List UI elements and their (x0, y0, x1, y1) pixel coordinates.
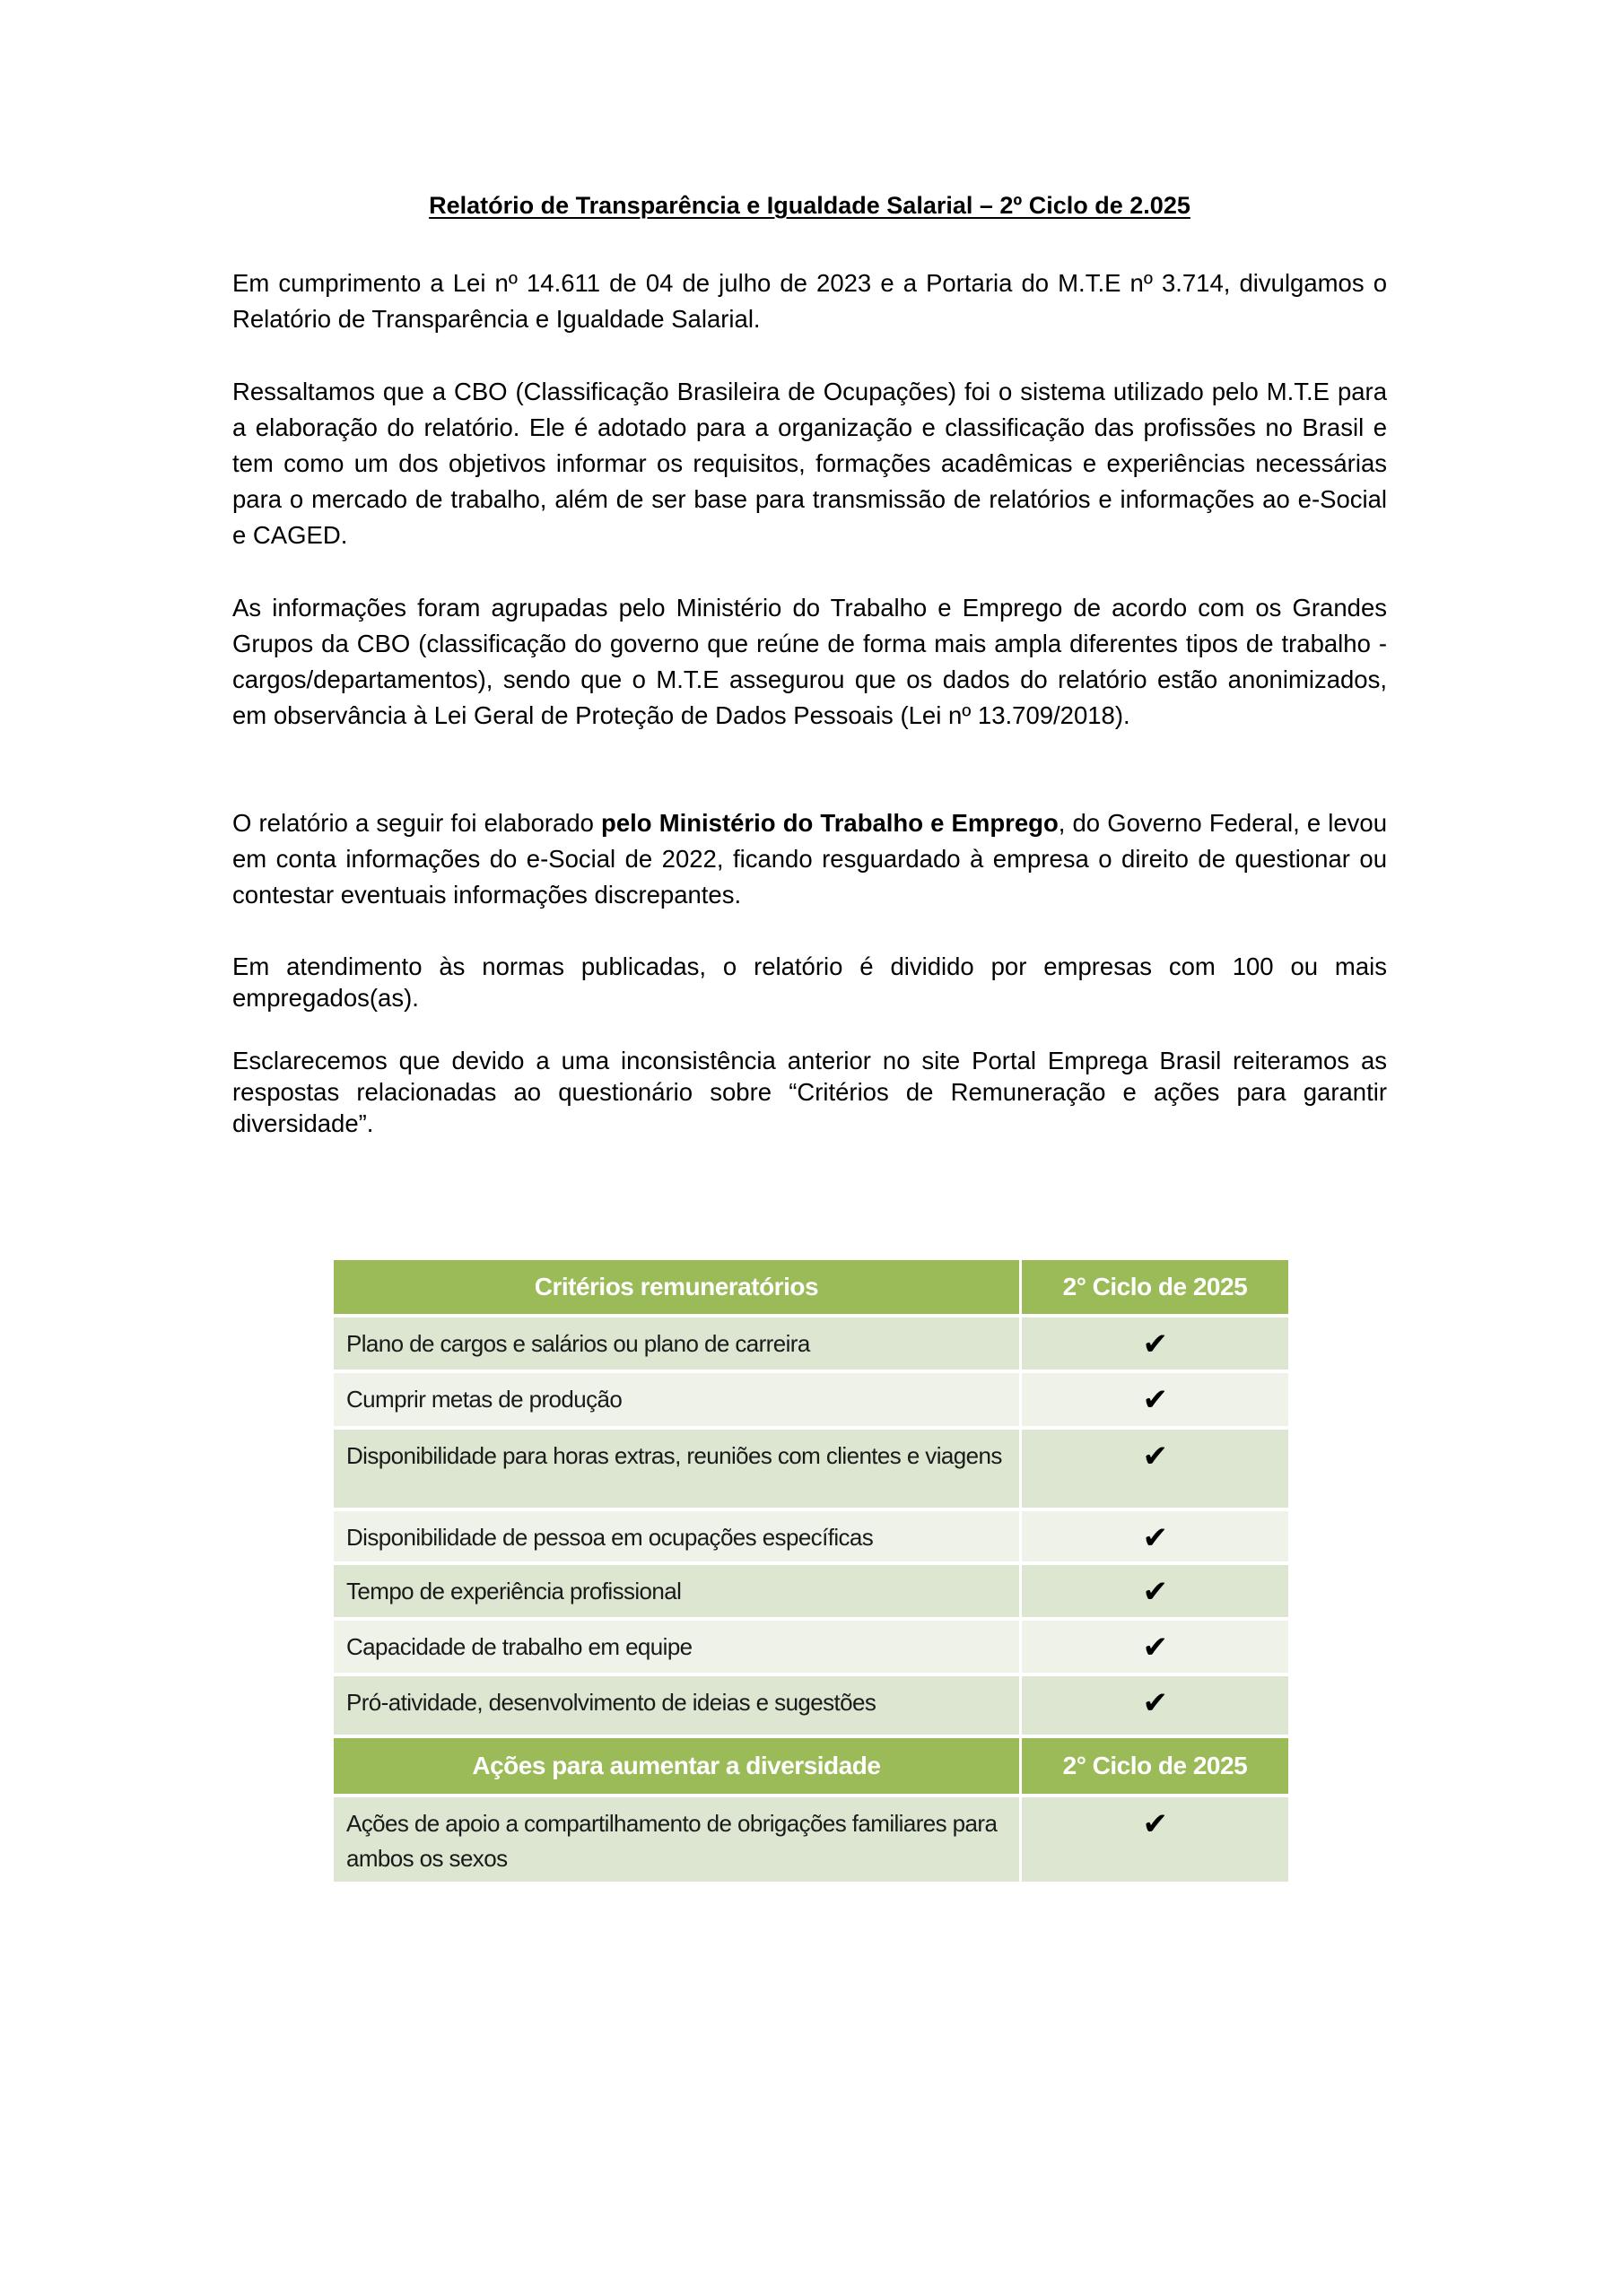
row-label: Plano de cargos e salários ou plano de carreira (334, 1318, 1022, 1373)
paragraph-legal-basis: Em cumprimento a Lei nº 14.611 de 04 de julho de 2023 e a Portaria do M.T.E nº 3.714, divulgamos o Relatório de Transparência e Igualdade Salarial. (232, 269, 1387, 333)
row-label: Disponibilidade de pessoa em ocupações específicas (334, 1511, 1022, 1565)
table-header-criteria (334, 1260, 1288, 1318)
document-title: Relatório de Transparência e Igualdade Salarial – 2º Ciclo de 2.025 (429, 192, 1190, 219)
check-icon: ✔ (1022, 1676, 1288, 1738)
table-row (334, 1565, 1288, 1621)
criteria-table (334, 1260, 1288, 1882)
check-icon: ✔ (1022, 1373, 1288, 1430)
row-label: Disponibilidade para horas extras, reuniões com clientes e viagens (334, 1430, 1022, 1511)
row-label: Cumprir metas de produção (334, 1373, 1022, 1430)
check-icon: ✔ (1022, 1511, 1288, 1565)
check-icon: ✔ (1022, 1318, 1288, 1373)
table-row (334, 1373, 1288, 1430)
header-diversity-label: Ações para aumentar a diversidade (334, 1738, 1022, 1797)
header-cycle-label: 2° Ciclo de 2025 (1022, 1738, 1288, 1797)
check-icon: ✔ (1022, 1797, 1288, 1882)
row-label: Pró-atividade, desenvolvimento de ideias e sugestões (334, 1676, 1022, 1738)
paragraph-elaboration-end: , do Governo Federal, e levou em conta informações do e-Social de 2022, ficando resguardado à empresa o direito de questionar ou contestar eventuais informações discrepantes. (232, 809, 1387, 909)
check-icon: ✔ (1022, 1565, 1288, 1621)
paragraph-grouping: As informações foram agrupadas pelo Ministério do Trabalho e Emprego de acordo com os Grandes Grupos da CBO (classificação do governo que reúne de forma mais ampla diferentes tipos de trabalho - cargos/departamentos), sendo que o M.T.E assegurou que os dados do relatório estão anonimizados, em observância à Lei Geral de Proteção de Dados Pessoais (Lei nº 13.709/2018). (232, 594, 1387, 729)
paragraph-company-size: Em atendimento às normas publicadas, o relatório é dividido por empresas com 100 ou mais empregados(as). (232, 952, 1387, 1012)
table-row (334, 1676, 1288, 1738)
row-label: Ações de apoio a compartilhamento de obrigações familiares para ambos os sexos (334, 1797, 1022, 1882)
paragraph-cbo: Ressaltamos que a CBO (Classificação Brasileira de Ocupações) foi o sistema utilizado pelo M.T.E para a elaboração do relatório. Ele é adotado para a organização e classificação das profissões no Brasil e tem como um dos objetivos informar os requisitos, formações acadêmicas e experiências necessárias para o mercado de trabalho, além de ser base para transmissão de relatórios e informações ao e-Social e CAGED. (232, 378, 1387, 549)
table-row (334, 1511, 1288, 1565)
table-header-diversity (334, 1738, 1288, 1797)
check-icon: ✔ (1022, 1621, 1288, 1676)
check-icon: ✔ (1022, 1430, 1288, 1511)
table-row (334, 1621, 1288, 1676)
row-label: Tempo de experiência profissional (334, 1565, 1022, 1621)
row-label: Capacidade de trabalho em equipe (334, 1621, 1022, 1676)
table-row (334, 1430, 1288, 1511)
paragraph-elaboration-start: O relatório a seguir foi elaborado (232, 809, 602, 837)
paragraph-elaboration (232, 805, 1387, 913)
paragraph-elaboration-bold: pelo Ministério do Trabalho e Emprego (601, 809, 1059, 837)
header-criteria-label: Critérios remuneratórios (334, 1260, 1022, 1318)
paragraph-clarification: Esclarecemos que devido a uma inconsistência anterior no site Portal Emprega Brasil reiteramos as respostas relacionadas ao questionário sobre “Critérios de Remuneração e ações para garantir diversidade”. (232, 1047, 1387, 1137)
header-cycle-label: 2° Ciclo de 2025 (1022, 1260, 1288, 1318)
table-row (334, 1318, 1288, 1373)
table-row (334, 1797, 1288, 1882)
